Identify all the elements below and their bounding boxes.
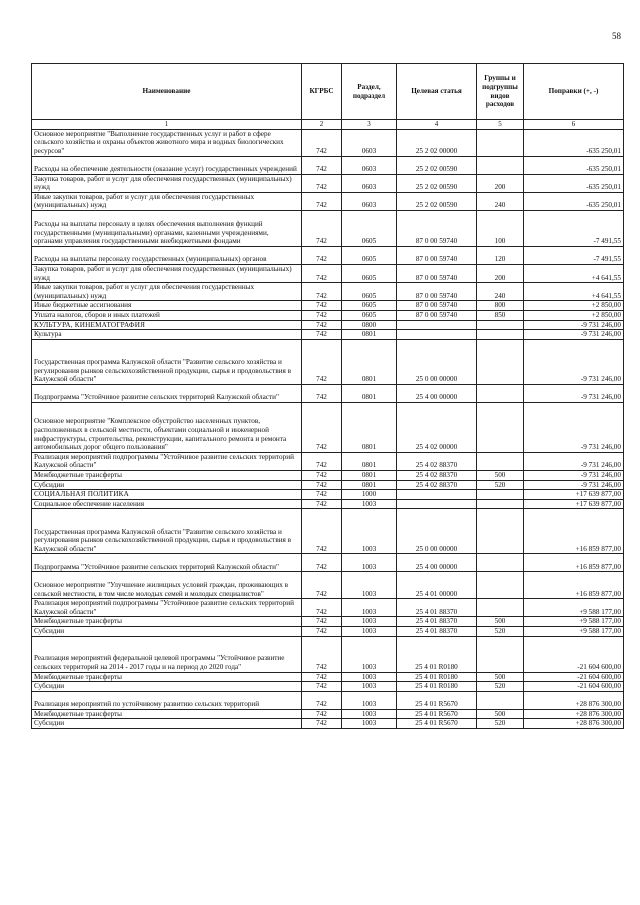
row-group: 520 (477, 719, 524, 729)
table-row (32, 470, 624, 480)
row-group: 520 (477, 480, 524, 490)
row-group (477, 490, 524, 500)
header-groups: Группы и подгруппы видов расходов (477, 64, 524, 120)
row-name: Иные закупки товаров, работ и услуг для обеспечения государственных (муниципальных) нужд (32, 192, 302, 210)
row-ktrbs: 742 (302, 480, 342, 490)
row-ktrbs: 742 (302, 709, 342, 719)
table-row (32, 264, 624, 282)
row-razdel: 1003 (342, 572, 397, 599)
budget-amendments-table (31, 63, 624, 729)
row-amount: -9 731 246,00 (524, 480, 624, 490)
table-row (32, 301, 624, 311)
row-group (477, 499, 524, 509)
table-row (32, 499, 624, 509)
row-razdel: 1003 (342, 499, 397, 509)
row-ktrbs: 742 (302, 627, 342, 637)
row-target: 25 4 01 R5670 (397, 691, 477, 709)
row-name: Реализация мероприятий подпрограммы "Устойчивое развитие сельских территорий Калужской области" (32, 599, 302, 617)
row-group (477, 330, 524, 340)
row-amount: -7 491,55 (524, 210, 624, 246)
row-name: Межбюджетные трансферты (32, 672, 302, 682)
row-target: 25 2 02 00000 (397, 129, 477, 156)
row-ktrbs: 742 (302, 174, 342, 192)
row-ktrbs: 742 (302, 330, 342, 340)
row-razdel: 0801 (342, 339, 397, 384)
row-razdel: 0605 (342, 283, 397, 301)
row-razdel: 0605 (342, 246, 397, 264)
row-name: Межбюджетные трансферты (32, 470, 302, 480)
row-amount: +9 588 177,00 (524, 617, 624, 627)
row-group (477, 320, 524, 330)
row-name: Субсидии (32, 480, 302, 490)
row-amount: +9 588 177,00 (524, 627, 624, 637)
row-target: 25 0 00 00000 (397, 339, 477, 384)
row-target (397, 330, 477, 340)
row-name: Основное мероприятие "Выполнение государственных услуг и работ в сфере сельского хозяйства и охраны объектов животного мира и водных биологических ресурсов" (32, 129, 302, 156)
row-razdel: 0603 (342, 129, 397, 156)
row-target: 87 0 00 59740 (397, 283, 477, 301)
row-amount: -21 604 600,00 (524, 682, 624, 692)
row-amount: -21 604 600,00 (524, 672, 624, 682)
row-group: 200 (477, 174, 524, 192)
row-ktrbs: 742 (302, 320, 342, 330)
row-razdel: 1003 (342, 682, 397, 692)
row-amount: -9 731 246,00 (524, 320, 624, 330)
row-target: 25 4 02 88370 (397, 470, 477, 480)
row-group: 500 (477, 470, 524, 480)
row-razdel: 0603 (342, 174, 397, 192)
row-target: 25 2 02 00590 (397, 174, 477, 192)
table-row (32, 402, 624, 452)
row-name: Государственная программа Калужской области "Развитие сельского хозяйства и регулирования рынков сельскохозяйственной продукции, сырья и продовольствия в Калужской области" (32, 509, 302, 554)
row-razdel: 0605 (342, 264, 397, 282)
row-target: 25 2 02 00590 (397, 156, 477, 174)
row-razdel: 1003 (342, 691, 397, 709)
row-group: 520 (477, 682, 524, 692)
row-razdel: 1003 (342, 509, 397, 554)
row-name: Основное мероприятие "Улучшение жилищных условий граждан, проживающих в сельской местности, в том числе молодых семей и молодых специалистов" (32, 572, 302, 599)
row-ktrbs: 742 (302, 617, 342, 627)
row-ktrbs: 742 (302, 264, 342, 282)
table-row (32, 283, 624, 301)
row-target: 25 4 01 R0180 (397, 682, 477, 692)
row-amount: -7 491,55 (524, 246, 624, 264)
row-amount: -635 250,01 (524, 129, 624, 156)
row-amount: +16 859 877,00 (524, 554, 624, 572)
col-number: 5 (477, 120, 524, 130)
table-row (32, 554, 624, 572)
row-ktrbs: 742 (302, 636, 342, 672)
table-row (32, 384, 624, 402)
row-name: Подпрограмма "Устойчивое развитие сельских территорий Калужской области" (32, 554, 302, 572)
row-name: СОЦИАЛЬНАЯ ПОЛИТИКА (32, 490, 302, 500)
row-group (477, 402, 524, 452)
row-name: Иные закупки товаров, работ и услуг для обеспечения государственных (муниципальных) нужд (32, 283, 302, 301)
table-header-row (32, 64, 624, 120)
row-razdel: 1000 (342, 490, 397, 500)
row-amount: +17 639 877,00 (524, 499, 624, 509)
row-name: Культура (32, 330, 302, 340)
row-target: 25 4 01 R0180 (397, 672, 477, 682)
row-target (397, 320, 477, 330)
header-amend: Поправки (+, -) (524, 64, 624, 120)
table-row (32, 320, 624, 330)
row-amount: +16 859 877,00 (524, 572, 624, 599)
row-target: 25 4 02 00000 (397, 402, 477, 452)
row-razdel: 1003 (342, 627, 397, 637)
row-name: Иные бюджетные ассигнования (32, 301, 302, 311)
table-row (32, 599, 624, 617)
table-row (32, 192, 624, 210)
col-number: 4 (397, 120, 477, 130)
row-name: Субсидии (32, 719, 302, 729)
row-group: 520 (477, 627, 524, 637)
row-ktrbs: 742 (302, 384, 342, 402)
row-target: 25 4 02 88370 (397, 480, 477, 490)
row-group (477, 339, 524, 384)
row-group (477, 129, 524, 156)
row-name: Межбюджетные трансферты (32, 617, 302, 627)
table-row (32, 490, 624, 500)
row-razdel: 0605 (342, 301, 397, 311)
row-ktrbs: 742 (302, 490, 342, 500)
row-razdel: 0605 (342, 310, 397, 320)
row-group (477, 691, 524, 709)
table-row (32, 617, 624, 627)
table-row (32, 129, 624, 156)
row-name: Реализация мероприятий федеральной целевой программы "Устойчивое развитие сельских территорий на 2014 - 2017 годы и на период до 2020 года" (32, 636, 302, 672)
row-target: 87 0 00 59740 (397, 210, 477, 246)
row-razdel: 0603 (342, 156, 397, 174)
row-amount: +2 850,00 (524, 310, 624, 320)
row-amount: -9 731 246,00 (524, 339, 624, 384)
row-target: 25 4 02 88370 (397, 452, 477, 470)
row-ktrbs: 742 (302, 452, 342, 470)
row-target (397, 499, 477, 509)
table-row (32, 452, 624, 470)
table-row (32, 330, 624, 340)
table-row (32, 636, 624, 672)
row-ktrbs: 742 (302, 192, 342, 210)
row-ktrbs: 742 (302, 509, 342, 554)
row-ktrbs: 742 (302, 499, 342, 509)
row-name: Уплата налогов, сборов и иных платежей (32, 310, 302, 320)
col-number: 1 (32, 120, 302, 130)
row-amount: -9 731 246,00 (524, 402, 624, 452)
row-name: Реализация мероприятий подпрограммы "Устойчивое развитие сельских территорий Калужской области" (32, 452, 302, 470)
row-target: 87 0 00 59740 (397, 310, 477, 320)
row-group (477, 572, 524, 599)
row-razdel: 1003 (342, 709, 397, 719)
row-amount: +4 641,55 (524, 283, 624, 301)
row-ktrbs: 742 (302, 719, 342, 729)
row-razdel: 0605 (342, 210, 397, 246)
row-group (477, 452, 524, 470)
row-name: Основное мероприятие "Комплексное обустройство населенных пунктов, расположенных в сельской местности, объектами социальной и инженерной инфраструктуры, строительства, реконструкции, капитального ремонта и ремонта автомобильных дорог общего пользования" (32, 402, 302, 452)
row-ktrbs: 742 (302, 599, 342, 617)
table-row (32, 480, 624, 490)
row-razdel: 1003 (342, 617, 397, 627)
row-amount: +17 639 877,00 (524, 490, 624, 500)
row-ktrbs: 742 (302, 156, 342, 174)
row-ktrbs: 742 (302, 246, 342, 264)
row-amount: +28 876 300,00 (524, 691, 624, 709)
row-target: 25 4 01 R0180 (397, 636, 477, 672)
table-row (32, 156, 624, 174)
row-name: Подпрограмма "Устойчивое развитие сельских территорий Калужской области" (32, 384, 302, 402)
row-target: 25 0 00 00000 (397, 509, 477, 554)
row-group: 500 (477, 709, 524, 719)
row-group: 200 (477, 264, 524, 282)
row-amount: -21 604 600,00 (524, 636, 624, 672)
row-name: Субсидии (32, 682, 302, 692)
table-row (32, 210, 624, 246)
header-ktrbs: КГРБС (302, 64, 342, 120)
row-amount: -635 250,01 (524, 156, 624, 174)
row-razdel: 0801 (342, 480, 397, 490)
row-group (477, 384, 524, 402)
row-ktrbs: 742 (302, 283, 342, 301)
row-group (477, 636, 524, 672)
table-row (32, 691, 624, 709)
row-group: 240 (477, 283, 524, 301)
row-amount: +28 876 300,00 (524, 709, 624, 719)
row-razdel: 1003 (342, 554, 397, 572)
row-target: 25 4 01 88370 (397, 627, 477, 637)
row-ktrbs: 742 (302, 682, 342, 692)
row-amount: -9 731 246,00 (524, 452, 624, 470)
row-razdel: 0801 (342, 384, 397, 402)
row-ktrbs: 742 (302, 691, 342, 709)
page-number: 58 (612, 31, 621, 41)
row-ktrbs: 742 (302, 301, 342, 311)
row-razdel: 0800 (342, 320, 397, 330)
row-razdel: 0801 (342, 452, 397, 470)
row-amount: +2 850,00 (524, 301, 624, 311)
table-row (32, 509, 624, 554)
row-name: Расходы на обеспечение деятельности (оказание услуг) государственных учреждений (32, 156, 302, 174)
row-name: Расходы на выплаты персоналу государственных (муниципальных) органов (32, 246, 302, 264)
row-group: 500 (477, 617, 524, 627)
table-row (32, 672, 624, 682)
row-ktrbs: 742 (302, 402, 342, 452)
column-number-row (32, 120, 624, 130)
row-amount: -9 731 246,00 (524, 384, 624, 402)
row-target: 25 4 01 88370 (397, 617, 477, 627)
header-target: Целевая статья (397, 64, 477, 120)
row-ktrbs: 742 (302, 672, 342, 682)
row-target: 25 2 02 00590 (397, 192, 477, 210)
row-target: 25 4 01 R5670 (397, 719, 477, 729)
row-ktrbs: 742 (302, 470, 342, 480)
row-amount: +28 876 300,00 (524, 719, 624, 729)
row-ktrbs: 742 (302, 554, 342, 572)
row-razdel: 1003 (342, 599, 397, 617)
row-amount: -9 731 246,00 (524, 330, 624, 340)
row-target: 87 0 00 59740 (397, 264, 477, 282)
table-row (32, 310, 624, 320)
row-group (477, 509, 524, 554)
row-name: Государственная программа Калужской области "Развитие сельского хозяйства и регулирования рынков сельскохозяйственной продукции, сырья и продовольствия в Калужской области" (32, 339, 302, 384)
table-row (32, 572, 624, 599)
col-number: 3 (342, 120, 397, 130)
row-amount: -9 731 246,00 (524, 470, 624, 480)
row-group: 850 (477, 310, 524, 320)
row-group (477, 599, 524, 617)
table-row (32, 682, 624, 692)
col-number: 2 (302, 120, 342, 130)
row-amount: -635 250,01 (524, 174, 624, 192)
row-razdel: 0603 (342, 192, 397, 210)
col-number: 6 (524, 120, 624, 130)
row-target: 25 4 01 R5670 (397, 709, 477, 719)
row-name: Межбюджетные трансферты (32, 709, 302, 719)
row-group: 240 (477, 192, 524, 210)
table-row (32, 627, 624, 637)
row-razdel: 0801 (342, 402, 397, 452)
row-target: 25 4 01 88370 (397, 599, 477, 617)
table-row (32, 709, 624, 719)
row-razdel: 1003 (342, 672, 397, 682)
row-ktrbs: 742 (302, 572, 342, 599)
table-row (32, 719, 624, 729)
row-target: 25 4 00 00000 (397, 384, 477, 402)
row-razdel: 1003 (342, 719, 397, 729)
table-row (32, 174, 624, 192)
row-amount: +16 859 877,00 (524, 509, 624, 554)
row-ktrbs: 742 (302, 129, 342, 156)
row-name: Реализация мероприятий по устойчивому развитию сельских территорий (32, 691, 302, 709)
row-group: 800 (477, 301, 524, 311)
row-target: 87 0 00 59740 (397, 246, 477, 264)
row-target: 25 4 01 00000 (397, 572, 477, 599)
row-name: Закупка товаров, работ и услуг для обеспечения государственных (муниципальных) нужд (32, 264, 302, 282)
row-name: Субсидии (32, 627, 302, 637)
row-razdel: 0801 (342, 330, 397, 340)
row-name: Расходы на выплаты персоналу в целях обеспечения выполнения функций государственными (муниципальными) органами, казенными учреждениями, органами управления государственными внебюджетными фондами (32, 210, 302, 246)
row-target: 25 4 00 00000 (397, 554, 477, 572)
row-amount: -635 250,01 (524, 192, 624, 210)
table-row (32, 246, 624, 264)
row-group (477, 554, 524, 572)
row-group: 100 (477, 210, 524, 246)
row-amount: +9 588 177,00 (524, 599, 624, 617)
table-row (32, 339, 624, 384)
row-group: 120 (477, 246, 524, 264)
row-target (397, 490, 477, 500)
row-razdel: 0801 (342, 470, 397, 480)
header-name: Наименование (32, 64, 302, 120)
row-group: 500 (477, 672, 524, 682)
row-target: 87 0 00 59740 (397, 301, 477, 311)
row-ktrbs: 742 (302, 210, 342, 246)
row-razdel: 1003 (342, 636, 397, 672)
row-name: Социальное обеспечение населения (32, 499, 302, 509)
row-ktrbs: 742 (302, 310, 342, 320)
row-name: Закупка товаров, работ и услуг для обеспечения государственных (муниципальных) нужд (32, 174, 302, 192)
row-group (477, 156, 524, 174)
row-amount: +4 641,55 (524, 264, 624, 282)
table-body (32, 129, 624, 728)
row-name: КУЛЬТУРА, КИНЕМАТОГРАФИЯ (32, 320, 302, 330)
header-razdel: Раздел, подраздел (342, 64, 397, 120)
row-ktrbs: 742 (302, 339, 342, 384)
